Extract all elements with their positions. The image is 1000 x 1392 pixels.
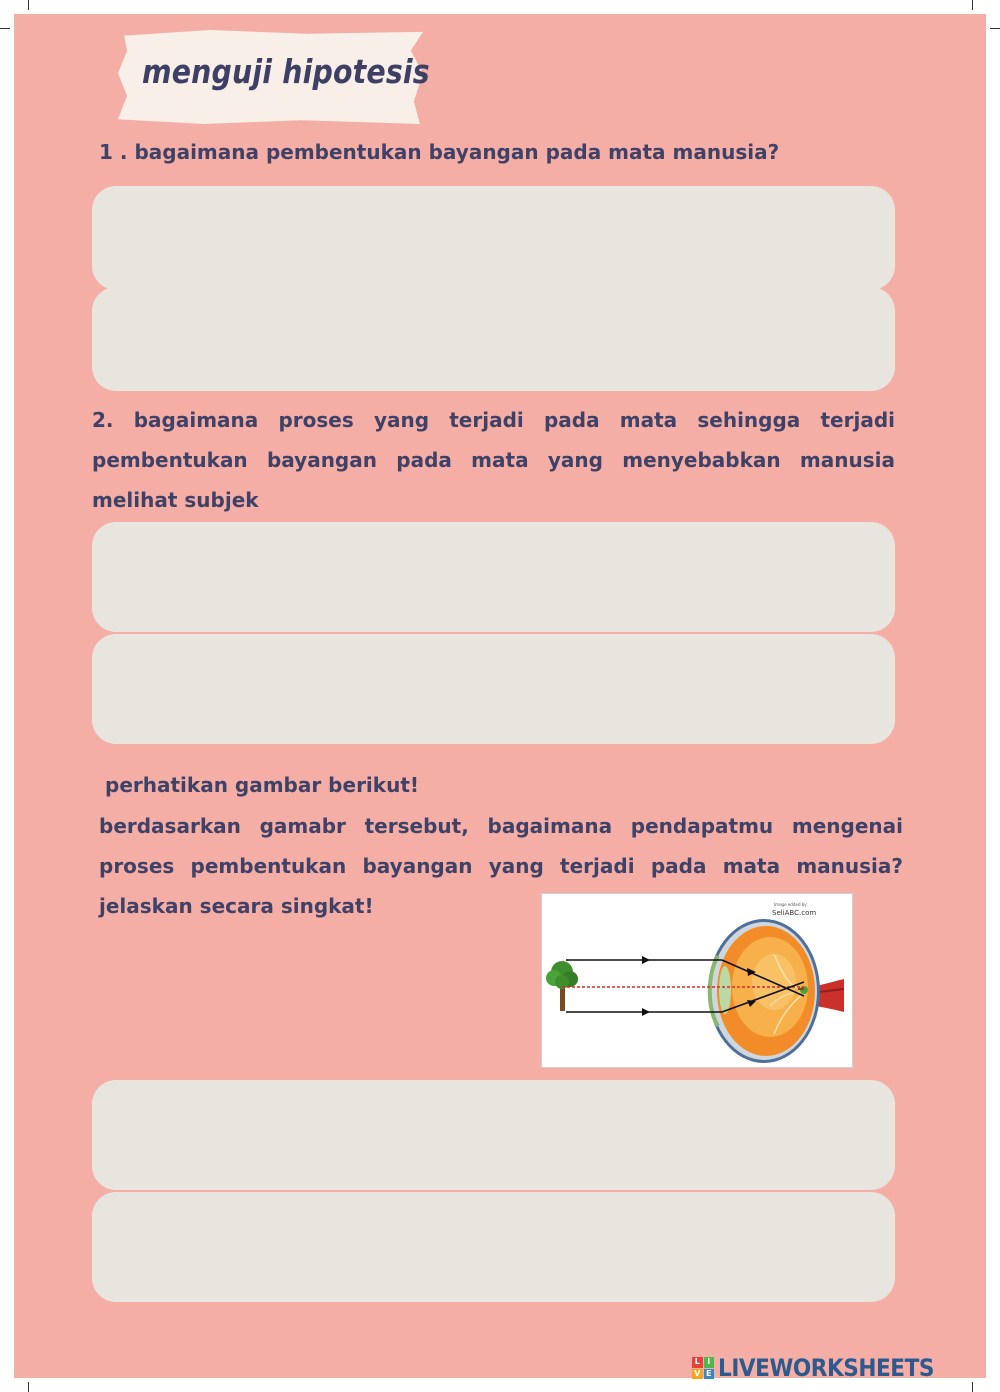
logo-letter: L — [692, 1357, 703, 1368]
crop-mark — [990, 28, 1000, 29]
liveworksheets-logo-icon — [692, 1357, 714, 1379]
question-1: 1 . bagaimana pembentukan bayangan pada mata manusia? — [99, 140, 780, 164]
crop-mark — [28, 1382, 29, 1392]
question-3-intro: perhatikan gambar berikut! — [105, 773, 420, 797]
answer-box-2a[interactable] — [92, 522, 895, 632]
crop-mark — [0, 28, 10, 29]
question-2: 2. bagaimana proses yang terjadi pada mata sehingga terjadi pembentukan bayangan pada mata yang menyebabkan manusia melihat subjek — [92, 408, 895, 512]
logo-letter: I — [704, 1357, 715, 1368]
answer-box-1b[interactable] — [92, 287, 895, 391]
answer-box-3a[interactable] — [92, 1080, 895, 1190]
crop-mark — [972, 1382, 973, 1392]
answer-box-3b[interactable] — [92, 1192, 895, 1302]
eye-diagram-image — [541, 893, 853, 1068]
answer-box-2b[interactable] — [92, 634, 895, 744]
brand-name: LIVEWORKSHEETS — [718, 1354, 934, 1382]
figure-credit-label: Image edited by: — [774, 902, 808, 907]
page-title: menguji hipotesis — [142, 52, 430, 91]
logo-letter: V — [692, 1369, 703, 1380]
crop-mark — [972, 0, 973, 10]
figure-credit: SeliABC.com — [772, 909, 817, 917]
logo-letter: E — [704, 1369, 715, 1380]
eye-diagram-illustration — [542, 894, 854, 1069]
crop-mark — [28, 0, 29, 10]
answer-box-1a[interactable] — [92, 186, 895, 290]
question-3: berdasarkan gamabr tersebut, bagaimana pendapatmu mengenai proses pembentukan bayangan yang terjadi pada mata manusia? jelaskan secara singkat! — [99, 814, 903, 918]
liveworksheets-brand — [692, 1354, 958, 1382]
